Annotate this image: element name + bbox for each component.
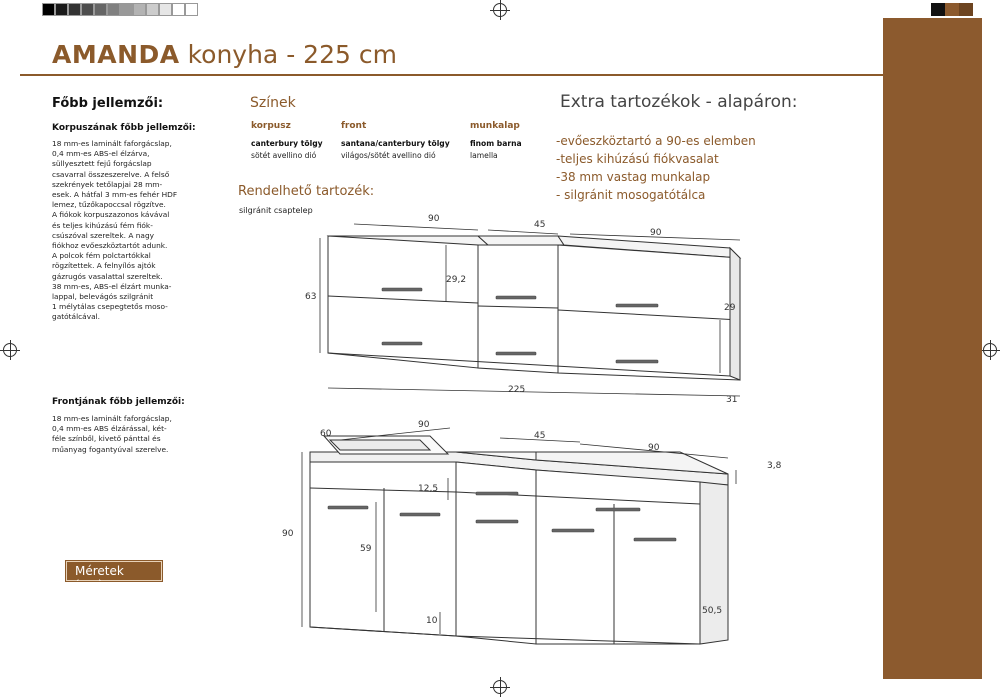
color-col-value: canterbury tölgy bbox=[251, 139, 323, 148]
accessory-heading: Rendelhető tartozék: bbox=[238, 184, 375, 199]
front-features-line: 18 mm-es laminált faforgácslap, bbox=[52, 414, 172, 423]
dim-upper-door2: 29 bbox=[724, 303, 736, 313]
body-features-line: lappal, belevágós szilgránit bbox=[52, 292, 154, 302]
dim-upper-height: 63 bbox=[305, 292, 317, 302]
dim-upper-w1: 90 bbox=[428, 214, 440, 224]
dim-upper-door: 29,2 bbox=[446, 275, 467, 285]
registration-mark-right bbox=[983, 343, 997, 357]
front-features-line: műanyag fogantyúval szerelve. bbox=[52, 444, 169, 454]
features-heading: Főbb jellemzői: bbox=[52, 96, 164, 111]
extras-item: - silgránit mosogatótálca bbox=[556, 188, 706, 202]
dim-upper-w2: 45 bbox=[534, 220, 546, 230]
color-col-header: front bbox=[341, 121, 367, 131]
title-divider bbox=[20, 74, 883, 76]
lower-cabinets-drawing bbox=[280, 412, 790, 672]
dim-lower-plinth: 10 bbox=[426, 616, 438, 626]
registration-mark-bottom bbox=[493, 680, 507, 694]
front-features-text bbox=[52, 414, 192, 455]
body-features-line: rögzítettek. A felnyílós ajtók bbox=[52, 261, 156, 271]
dim-lower-top: 3,8 bbox=[767, 461, 782, 471]
color-col-detail: világos/sötét avellino dió bbox=[341, 151, 436, 160]
body-features-line: és teljes kihúzású fém fiók- bbox=[52, 220, 153, 230]
body-features-line: csúszóval szereltek. A nagy bbox=[52, 230, 155, 240]
dim-lower-height: 90 bbox=[282, 529, 294, 539]
dim-upper-w3: 90 bbox=[650, 228, 662, 238]
dim-lower-w1: 90 bbox=[418, 420, 430, 430]
dim-upper-depth: 31 bbox=[726, 395, 738, 405]
body-features-line: lemez, tűzőkapoccsal rögzítve. bbox=[52, 200, 166, 210]
dim-lower-w3: 90 bbox=[648, 443, 660, 453]
brand-sidebar bbox=[883, 18, 982, 679]
body-features-line: csavarral összeszerelve. A felső bbox=[52, 169, 170, 179]
extras-item: -38 mm vastag munkalap bbox=[556, 170, 711, 184]
color-col-detail: sötét avellino dió bbox=[251, 151, 317, 160]
body-features-text bbox=[52, 139, 192, 323]
front-features-line: féle színből, kivető pánttal és bbox=[52, 434, 161, 444]
body-features-line: süllyesztett fejű forgácslap bbox=[52, 159, 152, 169]
extras-heading: Extra tartozékok - alapáron: bbox=[560, 92, 798, 112]
dim-lower-w2: 45 bbox=[534, 431, 546, 441]
color-col-detail: lamella bbox=[470, 151, 498, 160]
dim-lower-door: 59 bbox=[360, 544, 372, 554]
registration-mark-top bbox=[493, 3, 507, 17]
body-features-line: esek. A hátfal 3 mm-es fehér HDF bbox=[52, 190, 178, 200]
front-features-line: 0,4 mm-es ABS élzárással, két- bbox=[52, 424, 167, 434]
body-features-line: A polcok fém polctartókkal bbox=[52, 251, 151, 261]
color-col-header: korpusz bbox=[251, 121, 291, 131]
color-calibration-strip bbox=[42, 3, 198, 16]
body-features-line: 38 mm-es, ABS-el élzárt munka- bbox=[52, 281, 172, 291]
product-name: AMANDA bbox=[52, 40, 180, 69]
color-calibration-strip-right bbox=[931, 3, 973, 16]
extras-item: -teljes kihúzású fiókvasalat bbox=[556, 152, 719, 166]
color-col-value: finom barna bbox=[470, 139, 522, 148]
dim-lower-depth: 50,5 bbox=[702, 606, 723, 616]
body-features-line: fiókhoz evőeszköztartót adunk. bbox=[52, 241, 168, 251]
body-features-line: 0,4 mm-es ABS-el élzárva, bbox=[52, 149, 150, 159]
product-subtitle: konyha - 225 cm bbox=[187, 40, 397, 69]
accessory-text: silgránit csaptelep bbox=[239, 206, 313, 215]
upper-cabinets-drawing bbox=[300, 208, 760, 408]
colors-heading: Színek bbox=[250, 95, 296, 111]
body-features-line: A fiókok korpuszazonos kávával bbox=[52, 210, 170, 220]
registration-mark-left bbox=[3, 343, 17, 357]
dim-upper-total: 225 bbox=[508, 385, 526, 395]
extras-item: -evőeszköztartó a 90-es elemben bbox=[556, 134, 756, 148]
body-features-heading: Korpuszának főbb jellemzői: bbox=[52, 123, 196, 133]
body-features-line: szekrények tetőlapjai 28 mm- bbox=[52, 179, 163, 189]
color-col-header: munkalap bbox=[470, 121, 520, 131]
page-title bbox=[52, 40, 397, 69]
dim-lower-drawer: 12,5 bbox=[418, 484, 439, 494]
color-col-value: santana/canterbury tölgy bbox=[341, 139, 450, 148]
body-features-line: 18 mm-es laminált faforgácslap, bbox=[52, 139, 172, 148]
body-features-line: gázrugós vasalattal szereltek. bbox=[52, 271, 163, 281]
body-features-line: gatótálcával. bbox=[52, 312, 101, 322]
dim-lower-sink: 60 bbox=[320, 429, 332, 439]
front-features-heading: Frontjának főbb jellemzői: bbox=[52, 397, 185, 407]
dimensions-button[interactable]: Méretek (cm): bbox=[66, 561, 162, 581]
body-features-line: 1 mélytálas csepegtetős moso- bbox=[52, 302, 168, 312]
